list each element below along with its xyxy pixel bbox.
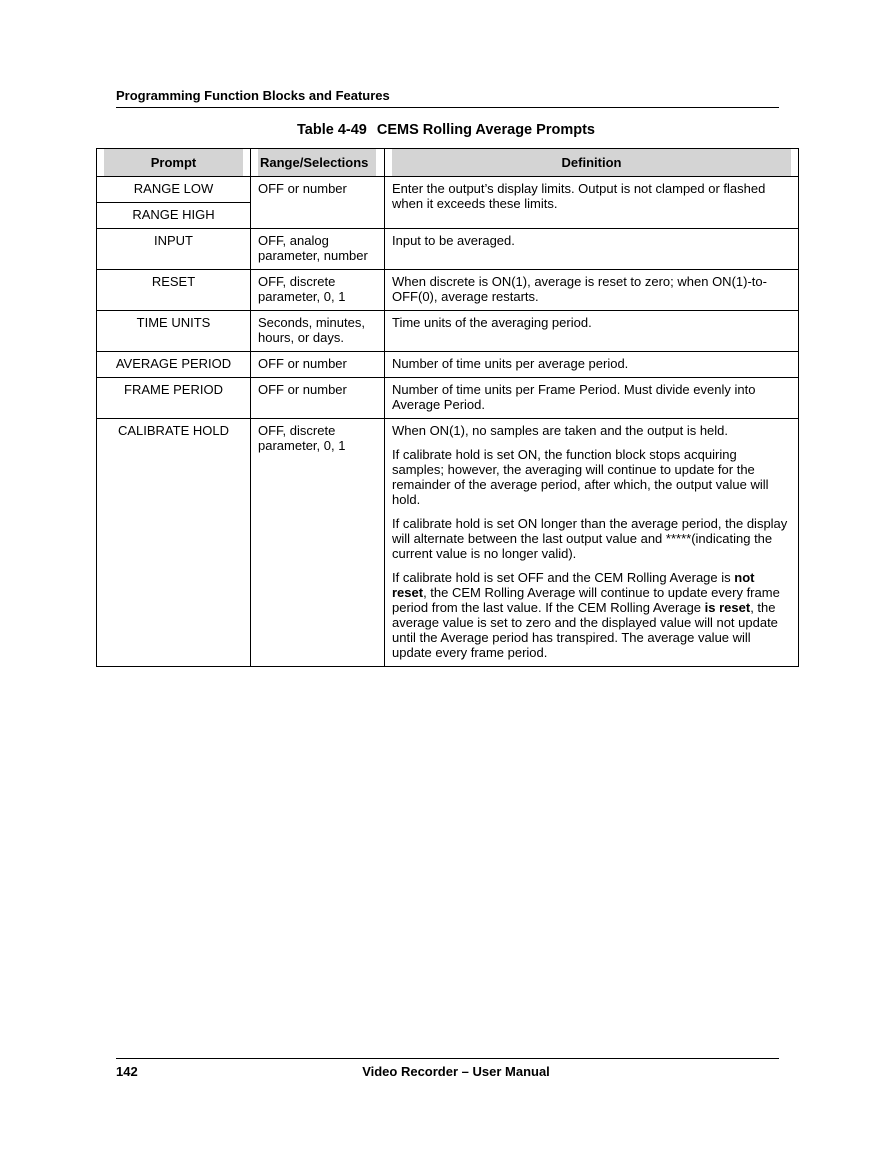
definition-cell bbox=[385, 270, 799, 311]
table-title bbox=[0, 122, 892, 138]
page-number: 142 bbox=[116, 1064, 138, 1079]
table-row bbox=[97, 352, 799, 378]
running-header: Programming Function Blocks and Features bbox=[116, 88, 779, 108]
definition-text: Time units of the averaging period. bbox=[392, 315, 592, 330]
prompt-cell: RANGE LOW bbox=[97, 177, 251, 203]
column-header-prompt: Prompt bbox=[97, 149, 251, 177]
table-row bbox=[97, 378, 799, 419]
definition-text: Number of time units per average period. bbox=[392, 356, 629, 371]
definition-text: When discrete is ON(1), average is reset to zero; when ON(1)-to-OFF(0), average restarts. bbox=[392, 274, 767, 304]
footer-divider bbox=[116, 1058, 779, 1059]
prompts-table bbox=[96, 148, 799, 667]
definition-text: If calibrate hold is set OFF and the CEM Rolling Average is not reset, the CEM Rolling Average will continue to update every frame period from the last value. If the CEM Rolling Average is reset, the average value is set to zero and the displayed value will not update until the Average period has transpired. The average value will update every frame period. bbox=[392, 570, 780, 660]
range-cell: OFF, discrete parameter, 0, 1 bbox=[251, 270, 385, 311]
bold-is-reset: is reset bbox=[704, 600, 751, 615]
prompt-cell: INPUT bbox=[97, 229, 251, 270]
table-row bbox=[97, 229, 799, 270]
table-caption: CEMS Rolling Average Prompts bbox=[376, 122, 595, 138]
definition-cell bbox=[385, 419, 799, 667]
table-row bbox=[97, 177, 799, 203]
definition-text: When ON(1), no samples are taken and the output is held. bbox=[392, 423, 729, 438]
range-cell: OFF, discrete parameter, 0, 1 bbox=[251, 419, 385, 667]
prompt-cell: FRAME PERIOD bbox=[97, 378, 251, 419]
definition-cell bbox=[385, 311, 799, 352]
range-cell: OFF or number bbox=[251, 352, 385, 378]
definition-cell bbox=[385, 229, 799, 270]
prompt-cell: RANGE HIGH bbox=[97, 203, 251, 229]
definition-text: If calibrate hold is set ON, the function block stops acquiring samples; however, the averaging will continue to update for the remainder of the average period, after which, the output value will hold. bbox=[392, 447, 769, 507]
range-cell: OFF, analog parameter, number bbox=[251, 229, 385, 270]
prompt-cell: TIME UNITS bbox=[97, 311, 251, 352]
range-cell: OFF or number bbox=[251, 378, 385, 419]
bold-not-reset: not reset bbox=[392, 570, 755, 600]
column-header-range: Range/Selections bbox=[251, 149, 385, 177]
prompt-cell: RESET bbox=[97, 270, 251, 311]
range-cell: Seconds, minutes, hours, or days. bbox=[251, 311, 385, 352]
table-header-row bbox=[97, 149, 799, 177]
prompt-cell: AVERAGE PERIOD bbox=[97, 352, 251, 378]
table-number: Table 4-49 bbox=[297, 122, 367, 138]
table-row bbox=[97, 419, 799, 667]
definition-text: Number of time units per Frame Period. Must divide evenly into Average Period. bbox=[392, 382, 756, 412]
table-row bbox=[97, 311, 799, 352]
footer-document-title: Video Recorder – User Manual bbox=[362, 1064, 550, 1079]
column-header-definition: Definition bbox=[385, 149, 799, 177]
definition-cell bbox=[385, 177, 799, 229]
table-row bbox=[97, 270, 799, 311]
definition-text: Input to be averaged. bbox=[392, 233, 515, 248]
prompt-cell: CALIBRATE HOLD bbox=[97, 419, 251, 667]
definition-text: Enter the output’s display limits. Output is not clamped or flashed when it exceeds these limits. bbox=[392, 181, 766, 211]
definition-cell bbox=[385, 378, 799, 419]
definition-text: If calibrate hold is set ON longer than the average period, the display will alternate between the last output value and *****(indicating the current value is no longer valid). bbox=[392, 516, 788, 561]
range-cell: OFF or number bbox=[251, 177, 385, 229]
definition-cell bbox=[385, 352, 799, 378]
